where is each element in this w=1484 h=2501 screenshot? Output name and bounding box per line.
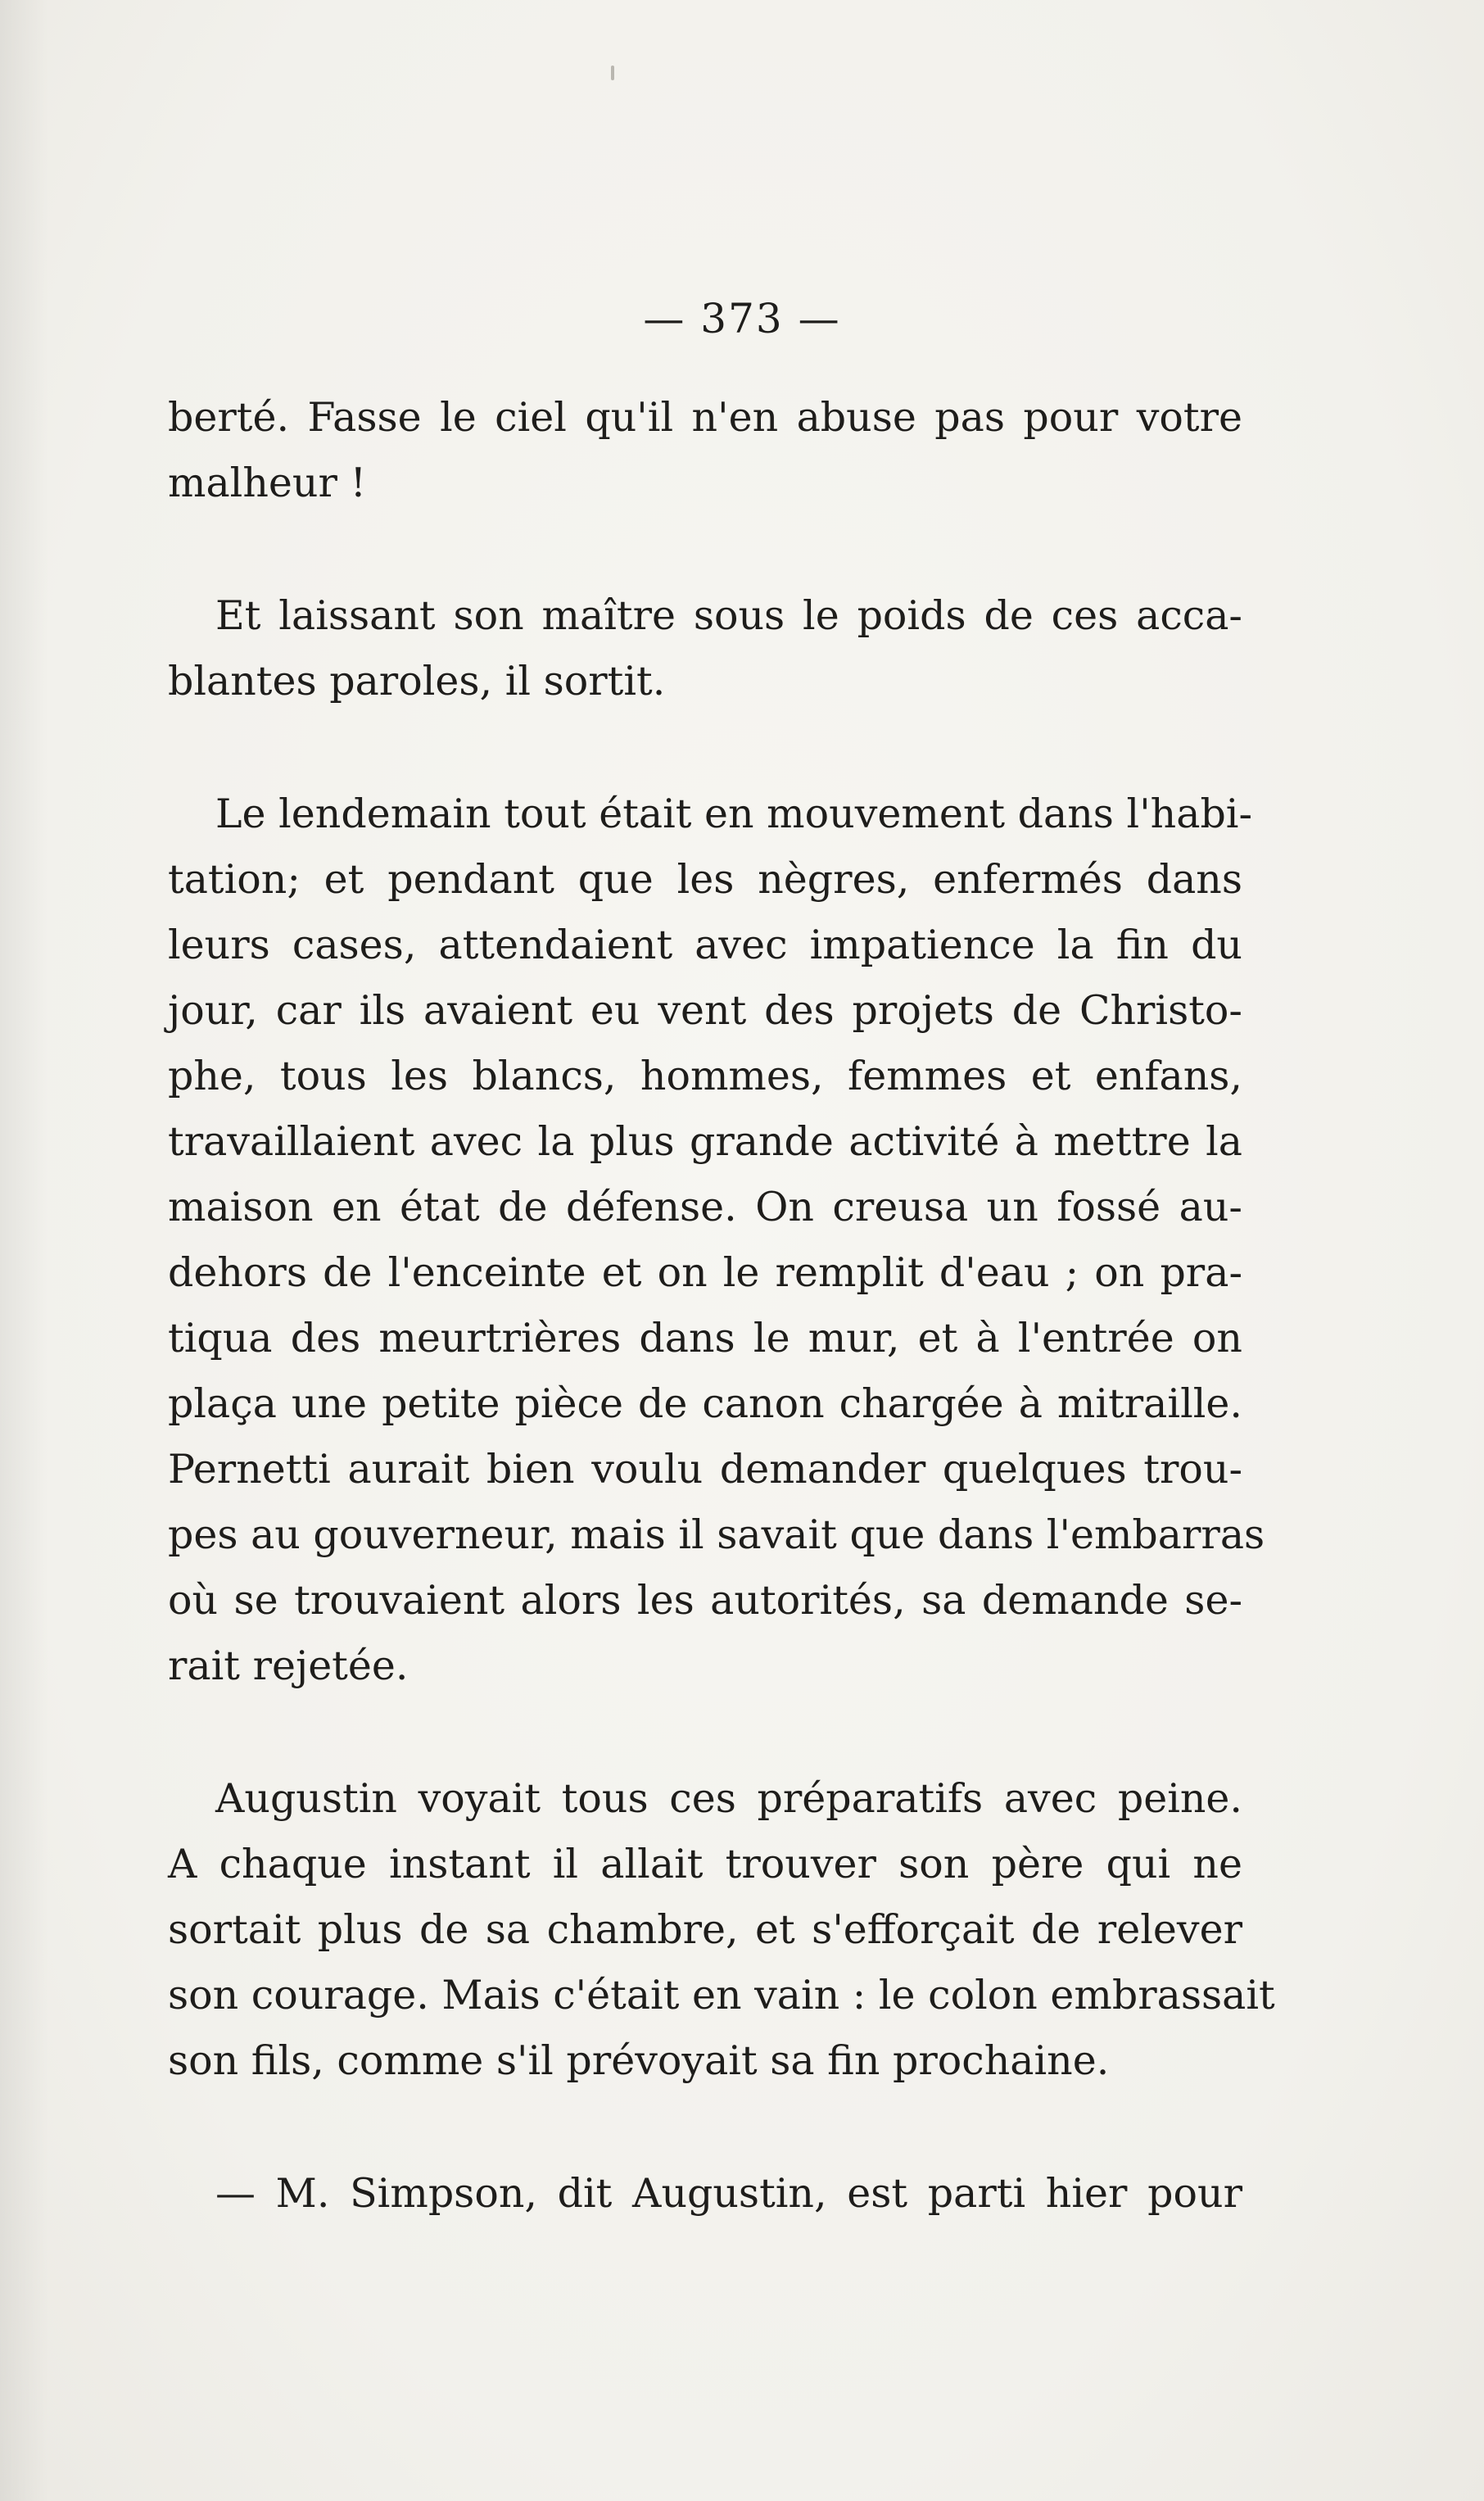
- text-line: rait rejetée.: [168, 1642, 409, 1689]
- text-line: tiqua des meurtrières dans le mur, et à l'entrée on: [168, 1315, 1242, 1362]
- text-line: dehors de l'enceinte et on le remplit d'eau ; on pra-: [168, 1249, 1242, 1296]
- text-line: son fils, comme s'il prévoyait sa fin prochaine.: [168, 2037, 1110, 2084]
- text-line: jour, car ils avaient eu vent des projets de Christo-: [168, 987, 1242, 1034]
- text-line: pes au gouverneur, mais il savait que dans l'embarras: [168, 1511, 1265, 1558]
- page-fold-shadow: [0, 0, 49, 2501]
- text-line: tation; et pendant que les nègres, enfermés dans: [168, 856, 1242, 903]
- text-line: blantes paroles, il sortit.: [168, 658, 666, 705]
- text-line: Le lendemain tout était en mouvement dans l'habi-: [215, 791, 1253, 837]
- text-line: phe, tous les blancs, hommes, femmes et enfans,: [168, 1053, 1242, 1099]
- text-line: — M. Simpson, dit Augustin, est parti hier pour: [215, 2170, 1242, 2217]
- text-line: leurs cases, attendaient avec impatience la fin du: [168, 922, 1242, 968]
- text-line: sortait plus de sa chambre, et s'efforçait de relever: [168, 1906, 1242, 1953]
- page-number: — 373 —: [643, 295, 841, 342]
- text-line: où se trouvaient alors les autorités, sa demande se-: [168, 1577, 1242, 1624]
- text-line: son courage. Mais c'était en vain : le colon embrassait: [168, 1972, 1275, 2018]
- text-line: plaça une petite pièce de canon chargée à mitraille.: [168, 1380, 1242, 1427]
- text-line: maison en état de défense. On creusa un fossé au-: [168, 1184, 1242, 1230]
- text-line: malheur !: [168, 460, 367, 506]
- text-line: travaillaient avec la plus grande activité à mettre la: [168, 1118, 1242, 1165]
- text-line: berté. Fasse le ciel qu'il n'en abuse pas pour votre: [168, 394, 1242, 441]
- text-line: Et laissant son maître sous le poids de ces acca-: [215, 592, 1242, 639]
- body-text: [168, 385, 1275, 2227]
- text-line: A chaque instant il allait trouver son père qui ne: [168, 1841, 1242, 1887]
- text-line: Augustin voyait tous ces préparatifs avec peine.: [215, 1775, 1242, 1822]
- ink-speck: [611, 66, 614, 80]
- text-line: Pernetti aurait bien voulu demander quelques trou-: [168, 1446, 1242, 1493]
